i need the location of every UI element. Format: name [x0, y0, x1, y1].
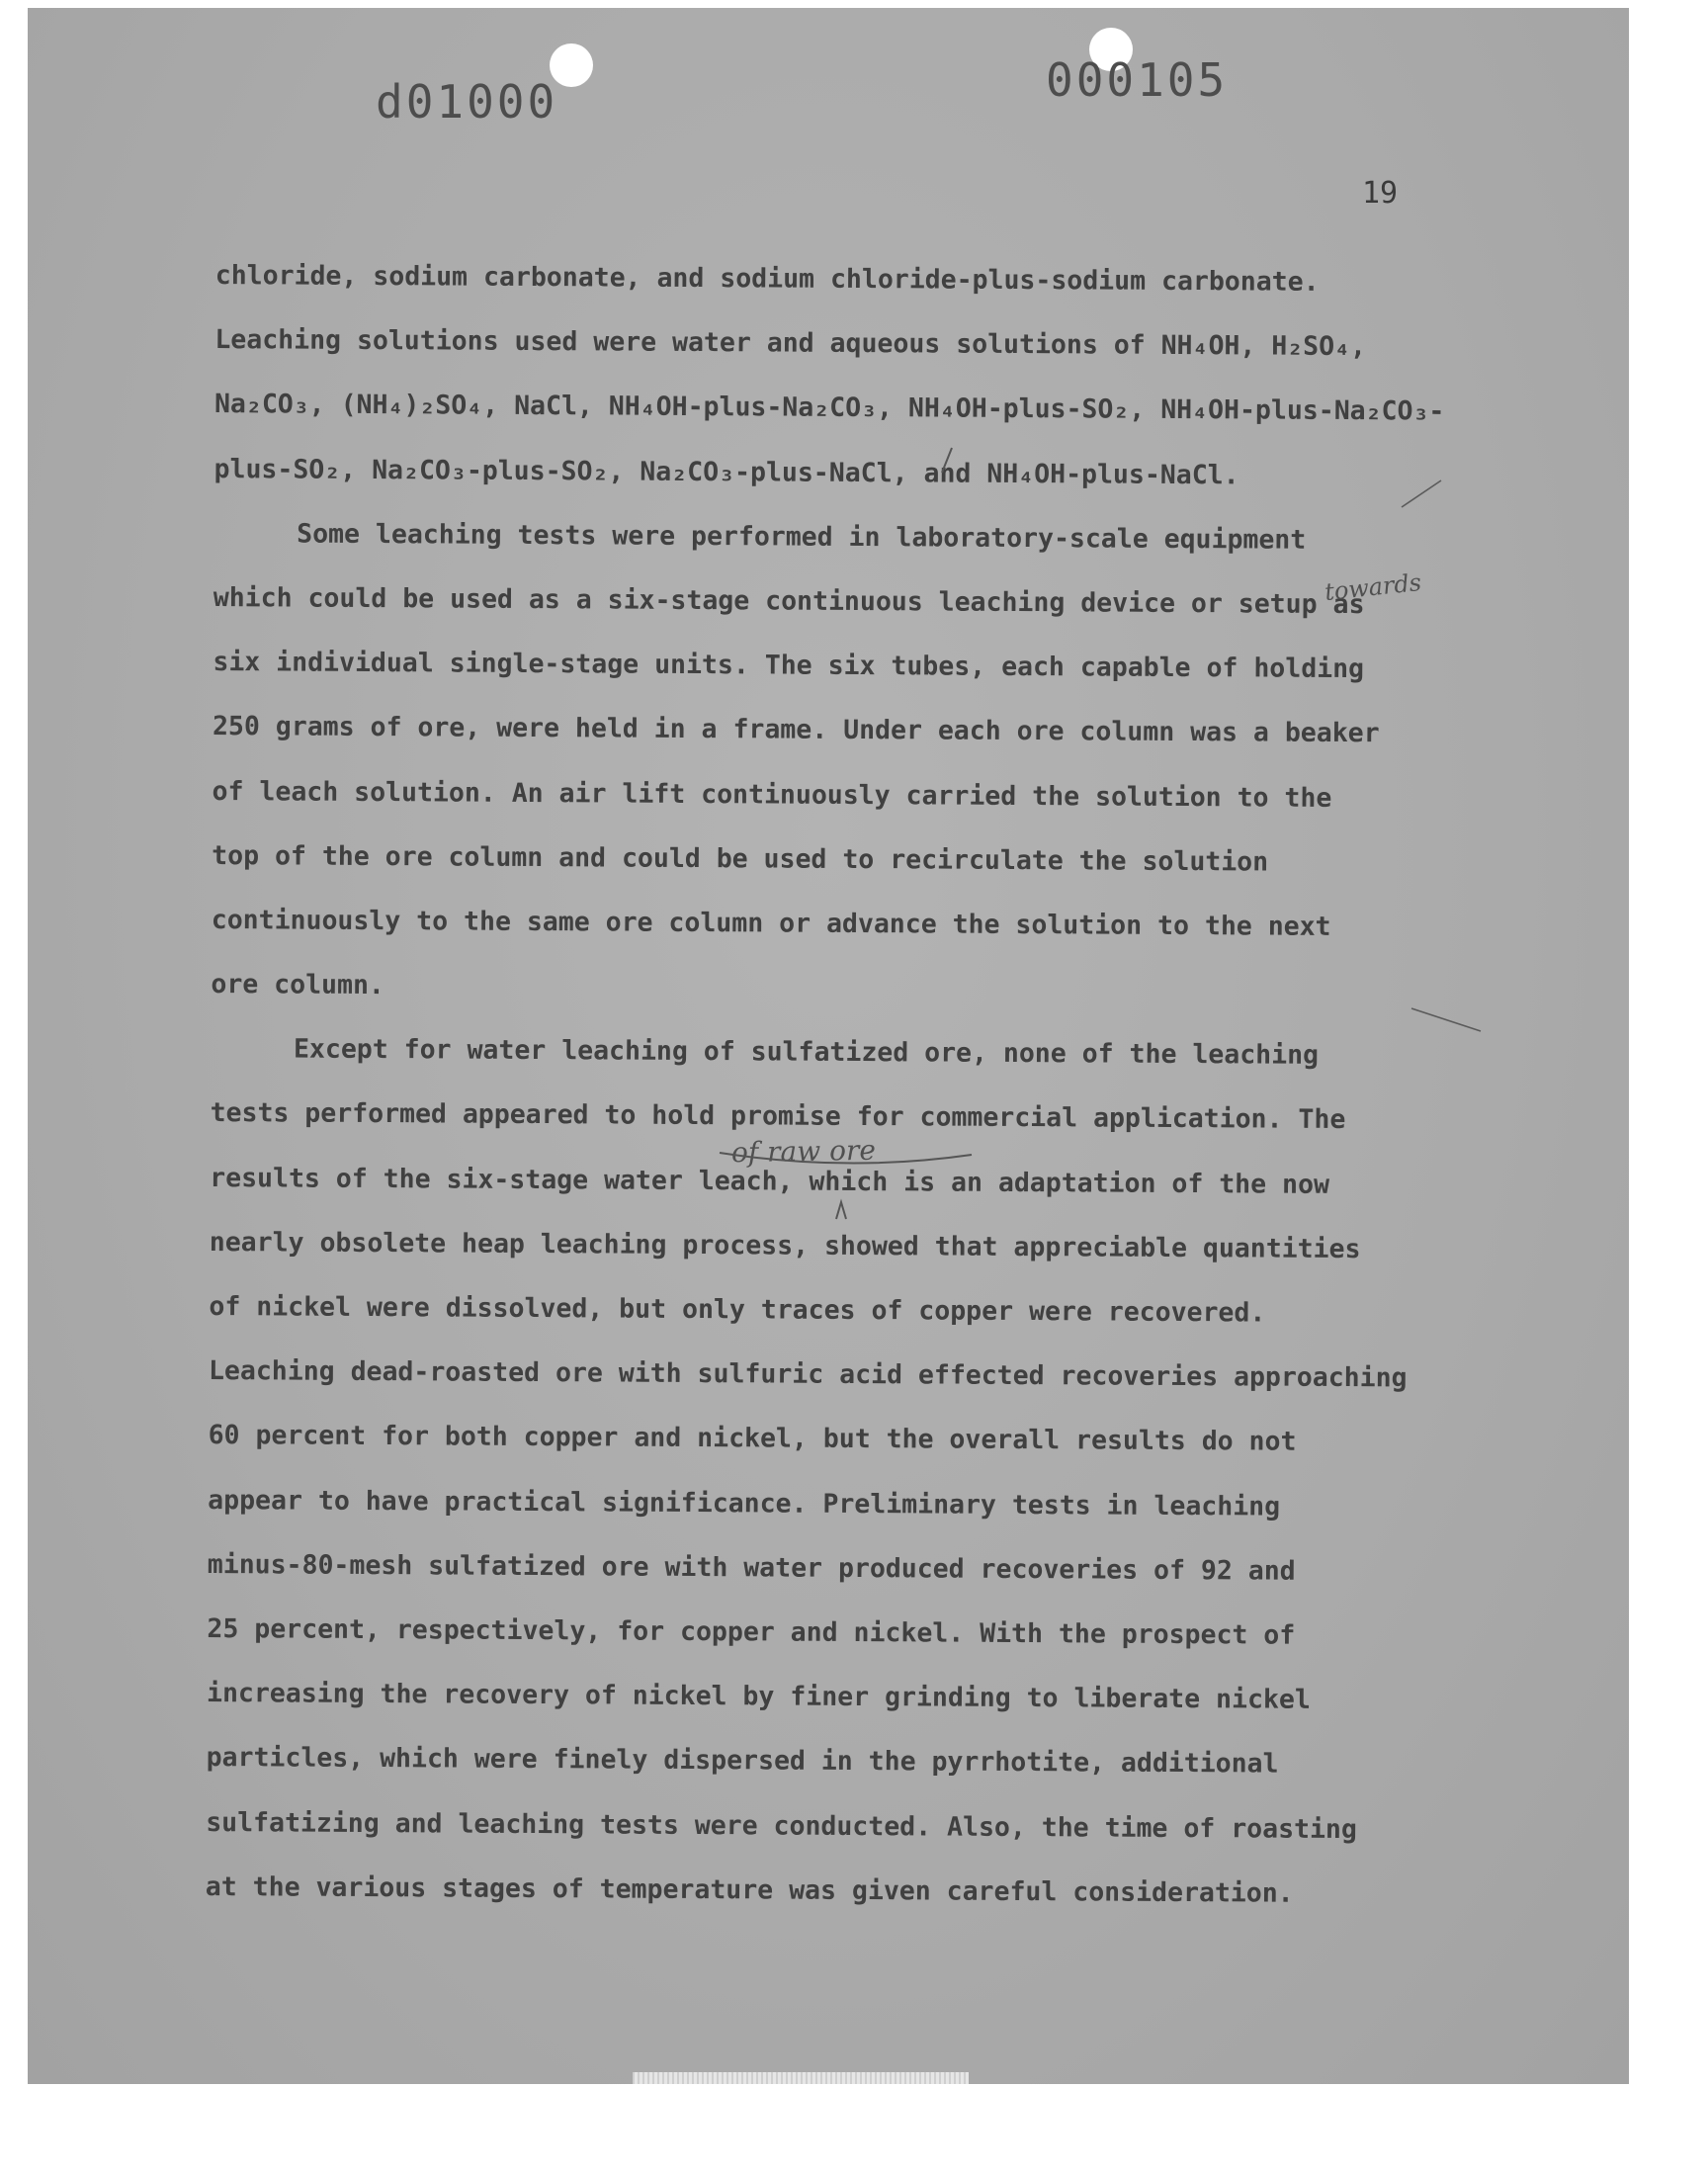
- text-line: minus-80-mesh sulfatized ore with water produced recoveries of 92 and: [207, 1548, 1296, 1587]
- text-line: six individual single-stage units. The six tubes, each capable of holding: [213, 647, 1365, 685]
- text-line: Except for water leaching of sulfatized ore, none of the leaching: [293, 1033, 1320, 1072]
- pencil-marks: [28, 8, 1629, 2084]
- text-line: appear to have practical significance. Preliminary tests in leaching: [208, 1484, 1281, 1522]
- handwritten-note-of-raw-ore: of raw ore: [730, 1133, 877, 1170]
- text-line: Some leaching tests were performed in laboratory-scale equipment: [297, 518, 1307, 556]
- text-line: 60 percent for both copper and nickel, but the overall results do not: [208, 1420, 1297, 1458]
- page-number: 19: [1362, 176, 1399, 211]
- text-line: particles, which were finely dispersed in the pyrrhotite, additional: [206, 1742, 1279, 1780]
- text-line: of leach solution. An air lift continuously carried the solution to the: [212, 775, 1332, 814]
- text-line: Leaching dead-roasted ore with sulfuric acid effected recoveries approaching: [208, 1355, 1408, 1394]
- page-edge-shadow: [633, 2072, 969, 2084]
- insertion-caret: [836, 1202, 846, 1219]
- text-line: ore column.: [211, 969, 385, 1001]
- margin-tick-mark: [1411, 1008, 1481, 1031]
- text-line: continuously to the same ore column or advance the solution to the next: [211, 904, 1331, 942]
- margin-tick-mark: [1402, 480, 1441, 507]
- text-line: of nickel were dissolved, but only traces of copper were recovered.: [209, 1290, 1266, 1329]
- text-line: which could be used as a six-stage continuous leaching device or setup as: [213, 581, 1365, 621]
- text-line: sulfatizing and leaching tests were conducted. Also, the time of roasting: [206, 1806, 1357, 1845]
- document-stamp-right: 000105: [1046, 53, 1229, 107]
- text-line: top of the ore column and could be used to recirculate the solution: [212, 839, 1269, 878]
- strike-mark: [942, 448, 952, 473]
- document-stamp-left: d01000: [376, 75, 558, 129]
- text-line: 250 grams of ore, were held in a frame. Under each ore column was a beaker: [212, 711, 1380, 749]
- text-line: results of the six-stage water leach, which is an adaptation of the now: [210, 1162, 1330, 1200]
- text-line: 25 percent, respectively, for copper and nickel. With the prospect of: [207, 1612, 1296, 1651]
- text-line: nearly obsolete heap leaching process, showed that appreciable quantities: [209, 1226, 1361, 1264]
- text-line: Leaching solutions used were water and aqueous solutions of NH₄OH, H₂SO₄,: [214, 324, 1367, 363]
- text-line: at the various stages of temperature was given careful consideration.: [205, 1870, 1294, 1909]
- text-line: tests performed appeared to hold promise for commercial application. The: [210, 1097, 1346, 1136]
- text-line: chloride, sodium carbonate, and sodium chloride-plus-sodium carbonate.: [214, 259, 1320, 298]
- text-line: increasing the recovery of nickel by finer grinding to liberate nickel: [206, 1678, 1311, 1715]
- scanned-page: [28, 8, 1629, 2084]
- insertion-bracket: [720, 1153, 972, 1164]
- handwritten-note-towards: towards: [1323, 567, 1423, 607]
- text-line: Na₂CO₃, (NH₄)₂SO₄, NaCl, NH₄OH-plus-Na₂CO₃, NH₄OH-plus-SO₂, NH₄OH-plus-Na₂CO₃-: [214, 389, 1445, 427]
- text-line: plus-SO₂, Na₂CO₃-plus-SO₂, Na₂CO₃-plus-NaCl, and NH₄OH-plus-NaCl.: [214, 453, 1239, 490]
